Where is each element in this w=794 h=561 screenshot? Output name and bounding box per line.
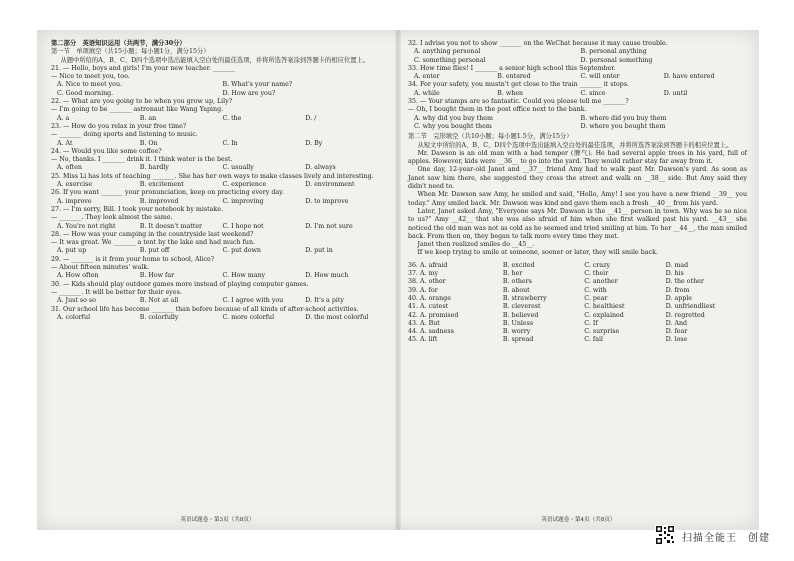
answer-option: D. put in — [305, 247, 333, 255]
answer-option: C. I hope not — [222, 222, 264, 230]
cloze-option: 43. A. But — [408, 319, 440, 327]
answer-options — [414, 115, 747, 132]
passage-paragraph: When Mr. Dawson saw Amy, he smiled and said, "Hello, Amy! I see you have a new friend __39__ you today." Amy smiled back. Mr. Dawson was kind and gave them each a fresh __40__ from his yard. — [408, 191, 747, 207]
passage-paragraph: One day, 12-year-old Janet and __37__ friend Amy had to walk past Mr. Dawson's yard. As soon as Janet saw him there, she suggested they cross the street and walk on __38__ side. But Amy said they didn't need to. — [408, 166, 747, 191]
answer-option: A. Nice to meet you. — [57, 81, 123, 89]
answer-option: C. Good morning. — [57, 89, 114, 97]
question-text: — I'm going to be _______ astronaut like Wang Yaping. — [51, 106, 224, 114]
answer-options — [57, 272, 388, 280]
answer-option: C. usually — [222, 164, 254, 172]
answer-option: B. where did you buy them — [580, 114, 667, 122]
question-text: 26. If you want _______ your pronunciation, keep on practicing every day. — [51, 189, 284, 197]
passage-paragraph: Later, Janet asked Amy, "Everyone says Mr. Dawson is the __41__ person in town. Why was he so nice to us?" Amy __42__ that she was also afraid of him when she first walked past his yard. __43__ she noticed the old man was not as cold as he seemed and tried smiling at him. To her __44__, the man smiled back. From then on, they began to talk more every time they met. — [408, 207, 747, 240]
question-text: — No, thanks. I _______ drink it. I think water is the best. — [51, 156, 233, 164]
answer-option: A. anything personal — [414, 48, 481, 56]
cloze-option: D. lose — [665, 336, 688, 344]
answer-option: A. put up — [57, 247, 87, 255]
answer-option: C. In — [222, 139, 238, 147]
answer-option: B. put off — [139, 247, 170, 255]
answer-options — [57, 115, 388, 123]
question-text: — _______. They look almost the same. — [51, 214, 173, 222]
subsection-title-cloze: 第二节 完形填空（共10小题；每小题1.5分，满分15分） — [408, 133, 573, 141]
answer-option: D. How are you? — [222, 89, 276, 97]
answer-option: A. often — [57, 164, 82, 172]
page-footer: 英语试题卷・第4页（共8页） — [541, 516, 616, 523]
cloze-option-row — [408, 303, 747, 311]
answer-option: A. improve — [57, 197, 92, 205]
answer-option: B. How far — [139, 272, 175, 280]
cloze-option: 42. A. promised — [408, 311, 459, 319]
question — [51, 256, 388, 281]
answer-options — [414, 90, 747, 98]
cloze-option: C. with — [584, 286, 607, 294]
answer-options — [57, 181, 388, 189]
question — [408, 98, 747, 131]
cloze-option: 41. A. cutest — [408, 303, 449, 311]
answer-option: D. where you bought them — [580, 122, 666, 130]
cloze-option: B. excited — [502, 261, 535, 269]
question-text: 27. — I'm sorry, Bill. I took your notebook by mistake. — [51, 205, 223, 213]
page-4 — [398, 30, 759, 530]
answer-option: D. I'm not sure — [305, 222, 353, 230]
question-text: — Oh, I bought them in the post office next to the bank. — [408, 106, 587, 114]
answer-options — [57, 198, 388, 206]
answer-options — [57, 314, 388, 322]
answer-option: C. why you bought them — [414, 122, 492, 130]
question — [51, 65, 388, 98]
answer-option: A. a — [57, 114, 70, 122]
cloze-option: B. strawberry — [502, 294, 547, 302]
question — [51, 173, 388, 190]
cloze-option: 45. A. lift — [408, 336, 438, 344]
question — [51, 148, 388, 173]
instructions: 从短文中所给的A、B、C、D四个选项中选出能填入空白处的最佳选项，并将所选答案涂到答题卡的相应位置上。 — [417, 141, 733, 149]
answer-option: B. entered — [497, 73, 531, 81]
answer-options — [57, 81, 388, 98]
answer-option: D. have entered — [663, 73, 715, 81]
question-text: 28. — How was your camping in the countryside last weekend? — [51, 230, 254, 238]
answer-option: C. something personal — [414, 56, 486, 64]
answer-option: A. why did you buy them — [414, 114, 493, 122]
answer-option: A. Just so so — [57, 297, 96, 305]
answer-option: B. It doesn't matter — [139, 222, 203, 230]
cloze-option: C. If — [584, 319, 598, 327]
cloze-option: D. fear — [665, 328, 688, 336]
answer-option: B. an — [139, 114, 157, 122]
question-list — [51, 65, 388, 322]
question-list — [408, 40, 747, 131]
cloze-option: 37. A. my — [408, 270, 439, 278]
cloze-option: C. explained — [584, 311, 624, 319]
cloze-option: C. crazy — [584, 261, 611, 269]
question — [51, 231, 388, 256]
question-text: — It was great. We _______ a tent by the lake and had much fun. — [51, 239, 256, 247]
cloze-option: 38. A. other — [408, 278, 446, 286]
cloze-passage — [408, 150, 747, 258]
answer-options — [57, 164, 388, 172]
answer-option: A. colorful — [57, 313, 91, 321]
question-text: 35. — Your stamps are so fantastic. Could you please tell me _______? — [408, 98, 629, 106]
cloze-option: D. regretted — [665, 311, 705, 319]
question-text: 31. Our school life has become _______ than before because of all kinds of after-school activities. — [51, 305, 359, 313]
cloze-option-row — [408, 262, 747, 270]
question — [51, 206, 388, 231]
question — [51, 281, 388, 306]
cloze-option: B. cleverest — [502, 303, 541, 311]
question-text: 25. Miss Li has lots of teaching _______. She has her own ways to make classes lively and interesting. — [51, 172, 374, 180]
cloze-option: B. her — [502, 270, 523, 278]
question-text: 30. — Kids should play outdoor games more instead of playing computer games. — [51, 280, 309, 288]
answer-option: C. the — [222, 114, 242, 122]
answer-options — [57, 247, 388, 255]
question — [51, 123, 388, 148]
cloze-option-row — [408, 287, 747, 295]
answer-option: B. excitement — [139, 181, 184, 189]
cloze-option: D. And — [665, 319, 688, 327]
cloze-option: D. apple — [665, 294, 693, 302]
cloze-option: 36. A. afraid — [408, 261, 448, 269]
cloze-option: D. his — [665, 270, 684, 278]
question-text: — Nice to meet you, too. — [51, 73, 130, 81]
cloze-option-row — [408, 295, 747, 303]
question — [51, 306, 388, 323]
cloze-option: C. surprise — [584, 328, 620, 336]
cloze-option: B. others — [502, 278, 532, 286]
answer-options — [414, 48, 747, 65]
passage-paragraph: If we keep trying to smile at someone, sooner or later, they will smile back. — [417, 249, 658, 257]
answer-option: D. environment — [305, 181, 355, 189]
answer-option: B. hardly — [139, 164, 169, 172]
page-footer: 英语试题卷・第3页（共8页） — [180, 516, 255, 523]
question-text: 29. — _______ is it from your home to school, Alice? — [51, 255, 215, 263]
answer-option: B. personal anything — [580, 48, 647, 56]
answer-option: A. enter — [414, 73, 440, 81]
answer-option: B. What's your name? — [222, 81, 293, 89]
cloze-option: C. healthiest — [584, 303, 625, 311]
answer-option: D. the most colorful — [305, 313, 369, 321]
question-text: 24. — Would you like some coffee? — [51, 147, 162, 155]
answer-option: A. while — [414, 89, 440, 97]
question-text: 33. How time flies! I _______ a senior high school this September. — [408, 64, 616, 72]
cloze-option: C. fail — [584, 336, 603, 344]
answer-option: A. How often — [57, 272, 99, 280]
question-text: 22. — What are you going to be when you grow up, Lily? — [51, 98, 233, 106]
answer-option: B. when — [497, 89, 524, 97]
question-text: 21. — Hello, boys and girls! I'm your new teacher. _______ — [51, 64, 236, 72]
cloze-option: 39. A. for — [408, 286, 438, 294]
answer-option: D. It's a pity — [305, 297, 344, 305]
cloze-option: B. worry — [502, 328, 531, 336]
cloze-option: B. spread — [502, 336, 534, 344]
cloze-option: B. believed — [502, 311, 539, 319]
cloze-option: D. the other — [665, 278, 704, 286]
answer-option: D. personal something — [580, 56, 653, 64]
page-3 — [37, 30, 398, 530]
cloze-option: 44. A. sadness — [408, 328, 454, 336]
answer-options — [57, 140, 388, 148]
cloze-option-row — [408, 270, 747, 278]
cloze-option-row — [408, 278, 747, 286]
cloze-option-row — [408, 328, 747, 336]
scanner-watermark: 扫描全能王 创建 — [682, 533, 770, 544]
answer-option: B. Not at all — [139, 297, 179, 305]
cloze-option: D. unfriendliest — [665, 303, 716, 311]
answer-option: C. I agree with you — [222, 297, 284, 305]
question — [51, 98, 388, 123]
answer-option: D. By — [305, 139, 323, 147]
cloze-option: B. about — [502, 286, 530, 294]
cloze-option: C. their — [584, 270, 609, 278]
cloze-option: D. from — [665, 286, 690, 294]
answer-option: C. experience — [222, 181, 267, 189]
answer-option: C. How many — [222, 272, 266, 280]
question-text: — _______. It will be better for their eyes. — [51, 288, 182, 296]
question — [408, 40, 747, 65]
answer-option: C. put down — [222, 247, 261, 255]
qr-code-icon — [655, 525, 675, 545]
answer-option: C. since — [580, 89, 606, 97]
question-text: — About fifteen minutes' walk. — [51, 264, 150, 272]
answer-option: B. colorfully — [139, 313, 179, 321]
scanned-exam-sheet — [37, 30, 759, 530]
cloze-options-table — [408, 262, 747, 345]
answer-option: D. to improve — [305, 197, 349, 205]
cloze-option: C. another — [584, 278, 618, 286]
answer-option: D. / — [305, 114, 317, 122]
answer-option: A. You're not right — [57, 222, 116, 230]
question — [408, 81, 747, 98]
cloze-option: 40. A. orange — [408, 294, 451, 302]
question-text: 34. For your safety, you mustn't get close to the train _______ it stops. — [408, 81, 630, 89]
question — [408, 65, 747, 82]
answer-option: C. will enter — [580, 73, 620, 81]
answer-option: A. At — [57, 139, 73, 147]
question-text: — _______ doing sports and listening to music. — [51, 131, 198, 139]
passage-paragraph: Janet then realized smiles do __45__. — [417, 241, 535, 249]
section-title: 第二部分 英语知识运用（共两节，满分30分） — [51, 40, 186, 47]
cloze-option: D. mad — [665, 261, 689, 269]
answer-option: D. How much — [305, 272, 349, 280]
cloze-option-row — [408, 320, 747, 328]
cloze-option: B. Unless — [502, 319, 534, 327]
answer-option: C. improving — [222, 197, 264, 205]
answer-option: D. always — [305, 164, 336, 172]
answer-option: A. exercise — [57, 181, 93, 189]
cloze-option: C. pear — [584, 294, 608, 302]
instructions: 从题中所给的A、B、C、D四个选项中选出能填入空白处的最佳选项，并将所选答案涂到答题卡的相应位置上。 — [60, 56, 370, 64]
answer-options — [57, 297, 388, 305]
question-text: 32. I advise you not to show _______ on the WeChat because it may cause trouble. — [408, 40, 668, 47]
answer-option: B. On — [139, 139, 158, 147]
subsection-title-single-choice: 第一节 单项填空（共15小题；每小题1分，满分15分） — [51, 48, 210, 56]
cloze-option-row — [408, 312, 747, 320]
passage-paragraph: Mr. Dawson is an old man with a bad temper (脾气). He had several apple trees in his yard, full of apples. However, kids were __36__ to go into the yard. They would rather stay far away from it. — [408, 149, 747, 166]
question-text: 23. — How do you relax in your free time? — [51, 122, 187, 130]
answer-option: C. more colorful — [222, 313, 275, 321]
cloze-option-row — [408, 336, 747, 344]
question — [51, 189, 388, 206]
answer-options — [57, 223, 388, 231]
answer-options — [414, 73, 747, 81]
answer-option: D. until — [663, 89, 688, 97]
answer-option: B. improved — [139, 197, 179, 205]
